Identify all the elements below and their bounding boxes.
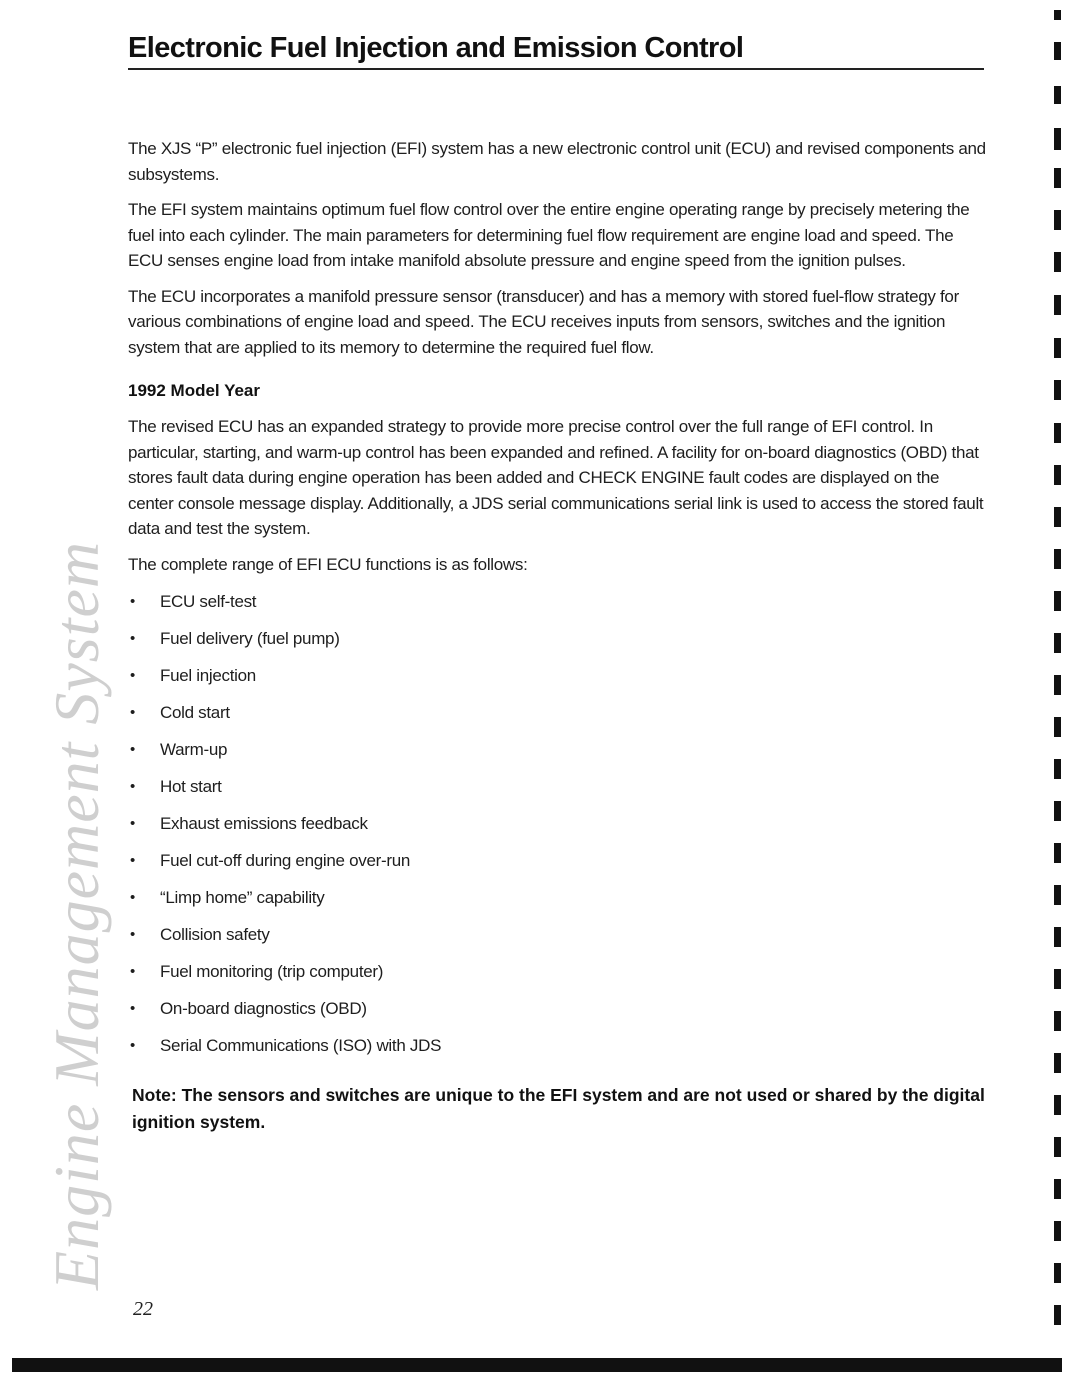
edge-mark (1054, 168, 1061, 188)
bullet-icon: • (130, 963, 135, 980)
edge-mark (1054, 338, 1061, 358)
edge-mark (1054, 1179, 1061, 1199)
list-item (128, 850, 986, 887)
title-divider (128, 68, 984, 70)
list-item (128, 998, 986, 1035)
list-item-label: Exhaust emissions feedback (160, 814, 368, 833)
bullet-icon: • (130, 852, 135, 869)
list-item-label: Fuel monitoring (trip computer) (160, 962, 384, 981)
list-item-label: Serial Communications (ISO) with JDS (160, 1036, 442, 1055)
edge-mark (1054, 252, 1061, 272)
main-content (128, 136, 986, 1136)
list-item (128, 702, 986, 739)
edge-mark (1054, 591, 1061, 611)
edge-mark (1054, 759, 1061, 779)
list-item-label: Fuel injection (160, 666, 256, 685)
edge-mark (1054, 1263, 1061, 1283)
bullet-icon: • (130, 593, 135, 610)
list-item (128, 813, 986, 850)
side-watermark: Engine Management System (41, 540, 112, 1290)
section-heading: 1992 Model Year (128, 381, 260, 400)
list-item-label: Fuel delivery (fuel pump) (160, 629, 340, 648)
bottom-border-bar (12, 1358, 1062, 1372)
edge-mark (1054, 128, 1061, 150)
bullet-icon: • (130, 1000, 135, 1017)
edge-mark (1054, 969, 1061, 989)
list-item (128, 776, 986, 813)
bullet-icon: • (130, 704, 135, 721)
ecu-description-paragraph: The ECU incorporates a manifold pressure sensor (transducer) and has a memory with stored fuel-flow strategy for various combinations of engine load and speed. The ECU receives inputs from sensors, switches and the ignition system that are applied to its memory to determine the required fuel flow. (128, 286, 959, 357)
edge-mark (1054, 42, 1061, 60)
edge-mark (1054, 801, 1061, 821)
functions-intro-paragraph: The complete range of EFI ECU functions is as follows: (128, 554, 528, 574)
edge-mark (1054, 675, 1061, 695)
list-item (128, 961, 986, 998)
bullet-icon: • (130, 815, 135, 832)
note-text: Note: The sensors and switches are unique to the EFI system and are not used or shared by the digital ignition system. (132, 1085, 985, 1132)
list-item (128, 739, 986, 776)
edge-mark (1054, 1221, 1061, 1241)
ecu-functions-list (128, 591, 986, 1072)
edge-mark (1054, 549, 1061, 569)
edge-mark (1054, 717, 1061, 737)
efi-description-paragraph: The EFI system maintains optimum fuel flow control over the entire engine operating range by precisely metering the fuel into each cylinder. The main parameters for determining fuel flow requirement are engine load and speed. The ECU senses engine load from intake manifold absolute pressure and engine speed from the ignition pulses. (128, 200, 970, 270)
intro-paragraph: The XJS “P” electronic fuel injection (EFI) system has a new electronic control unit (ECU) and revised components and subsystems. (128, 139, 986, 184)
bullet-icon: • (130, 741, 135, 758)
list-item-label: On-board diagnostics (OBD) (160, 999, 367, 1018)
list-item-label: Fuel cut-off during engine over-run (160, 851, 411, 870)
edge-mark (1054, 927, 1061, 947)
list-item-label: Hot start (160, 777, 222, 796)
list-item-label: Collision safety (160, 925, 270, 944)
edge-mark (1054, 1095, 1061, 1115)
edge-mark (1054, 295, 1061, 315)
bullet-icon: • (130, 1037, 135, 1054)
bullet-icon: • (130, 778, 135, 795)
edge-mark (1054, 465, 1061, 485)
bullet-icon: • (130, 889, 135, 906)
edge-mark (1054, 885, 1061, 905)
edge-mark (1054, 380, 1061, 400)
edge-mark (1054, 86, 1061, 104)
list-item (128, 924, 986, 961)
edge-mark (1054, 1137, 1061, 1157)
edge-mark (1054, 210, 1061, 230)
list-item (128, 665, 986, 702)
edge-mark (1054, 423, 1061, 443)
edge-mark (1054, 633, 1061, 653)
list-item-label: Cold start (160, 703, 230, 722)
list-item (128, 1035, 986, 1072)
revised-ecu-paragraph: The revised ECU has an expanded strategy to provide more precise control over the full range of EFI control. In particular, starting, and warm-up control has been expanded and refined. A facility for on-board diagnostics (OBD) that stores fault data during engine operation has been added and CHECK ENGINE fault codes are displayed on the center console message display. Additionally, a JDS serial communications serial link is used to access the stored fault data and test the system. (128, 417, 984, 538)
edge-mark (1054, 1053, 1061, 1073)
list-item-label: “Limp home” capability (160, 888, 325, 907)
edge-mark (1054, 1011, 1061, 1031)
page-title: Electronic Fuel Injection and Emission Control (128, 32, 744, 64)
list-item-label: Warm-up (160, 740, 228, 759)
list-item-label: ECU self-test (160, 592, 257, 611)
list-item (128, 887, 986, 924)
page-number: 22 (133, 1298, 153, 1320)
edge-mark (1054, 843, 1061, 863)
edge-mark (1054, 507, 1061, 527)
edge-mark (1054, 10, 1061, 20)
edge-mark (1054, 1305, 1061, 1325)
bullet-icon: • (130, 926, 135, 943)
bullet-icon: • (130, 630, 135, 647)
bullet-icon: • (130, 667, 135, 684)
list-item (128, 591, 986, 628)
list-item (128, 628, 986, 665)
